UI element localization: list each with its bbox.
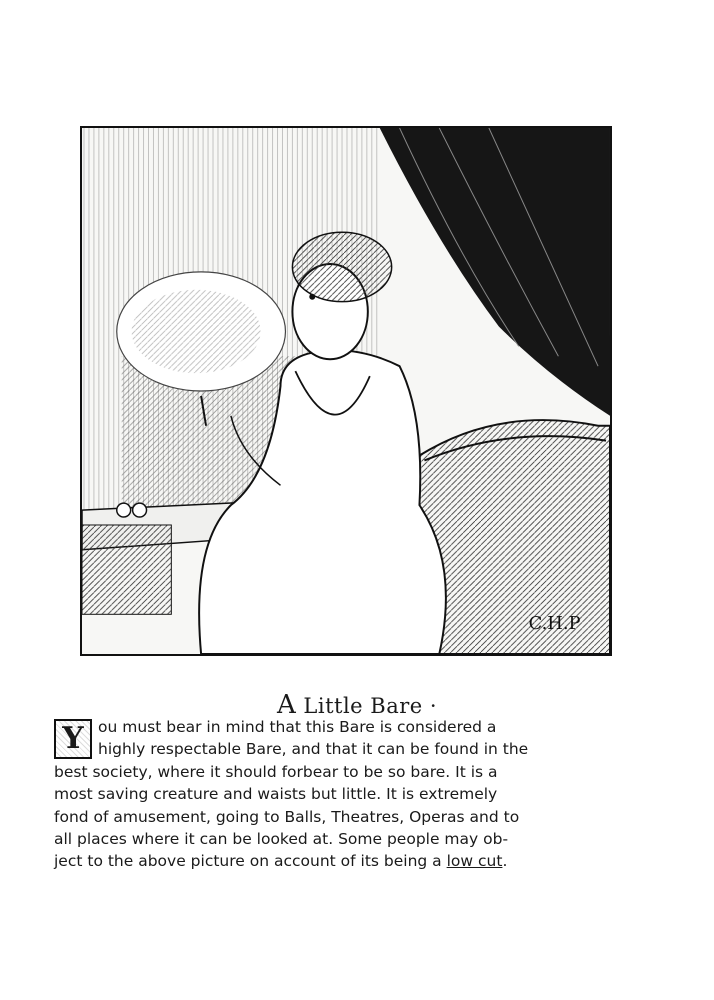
- caption-line: best society, where it should forbear to be so bare. It is a: [54, 762, 498, 781]
- caption-line: fond of amusement, going to Balls, Theatres, Operas and to: [54, 807, 520, 826]
- theatre-box-drawing: [82, 128, 610, 654]
- caption-line-last: [54, 850, 640, 872]
- title-end-mark: ·: [429, 694, 438, 718]
- caption-line: ou must bear in mind that this Bare is considered a: [98, 718, 497, 736]
- title-initial: A: [276, 690, 297, 720]
- artist-signature: C.H.P: [528, 613, 581, 635]
- underlined-phrase: low cut: [446, 852, 503, 871]
- illustration: [80, 126, 612, 656]
- caption-body: [54, 716, 640, 873]
- caption-line: all places where it can be looked at. Some people may ob-: [54, 830, 509, 849]
- caption-line: highly respectable Bare, and that it can be found in the: [98, 740, 529, 759]
- title-text: Little Bare: [303, 694, 423, 718]
- caption-text-end: .: [502, 852, 508, 871]
- dropcap-letter: Y: [54, 719, 92, 759]
- caption-text: ject to the above picture on account of its being a: [54, 852, 447, 871]
- curtain: [380, 128, 610, 416]
- caption-line: most saving creature and waists but little. It is extremely: [54, 785, 498, 804]
